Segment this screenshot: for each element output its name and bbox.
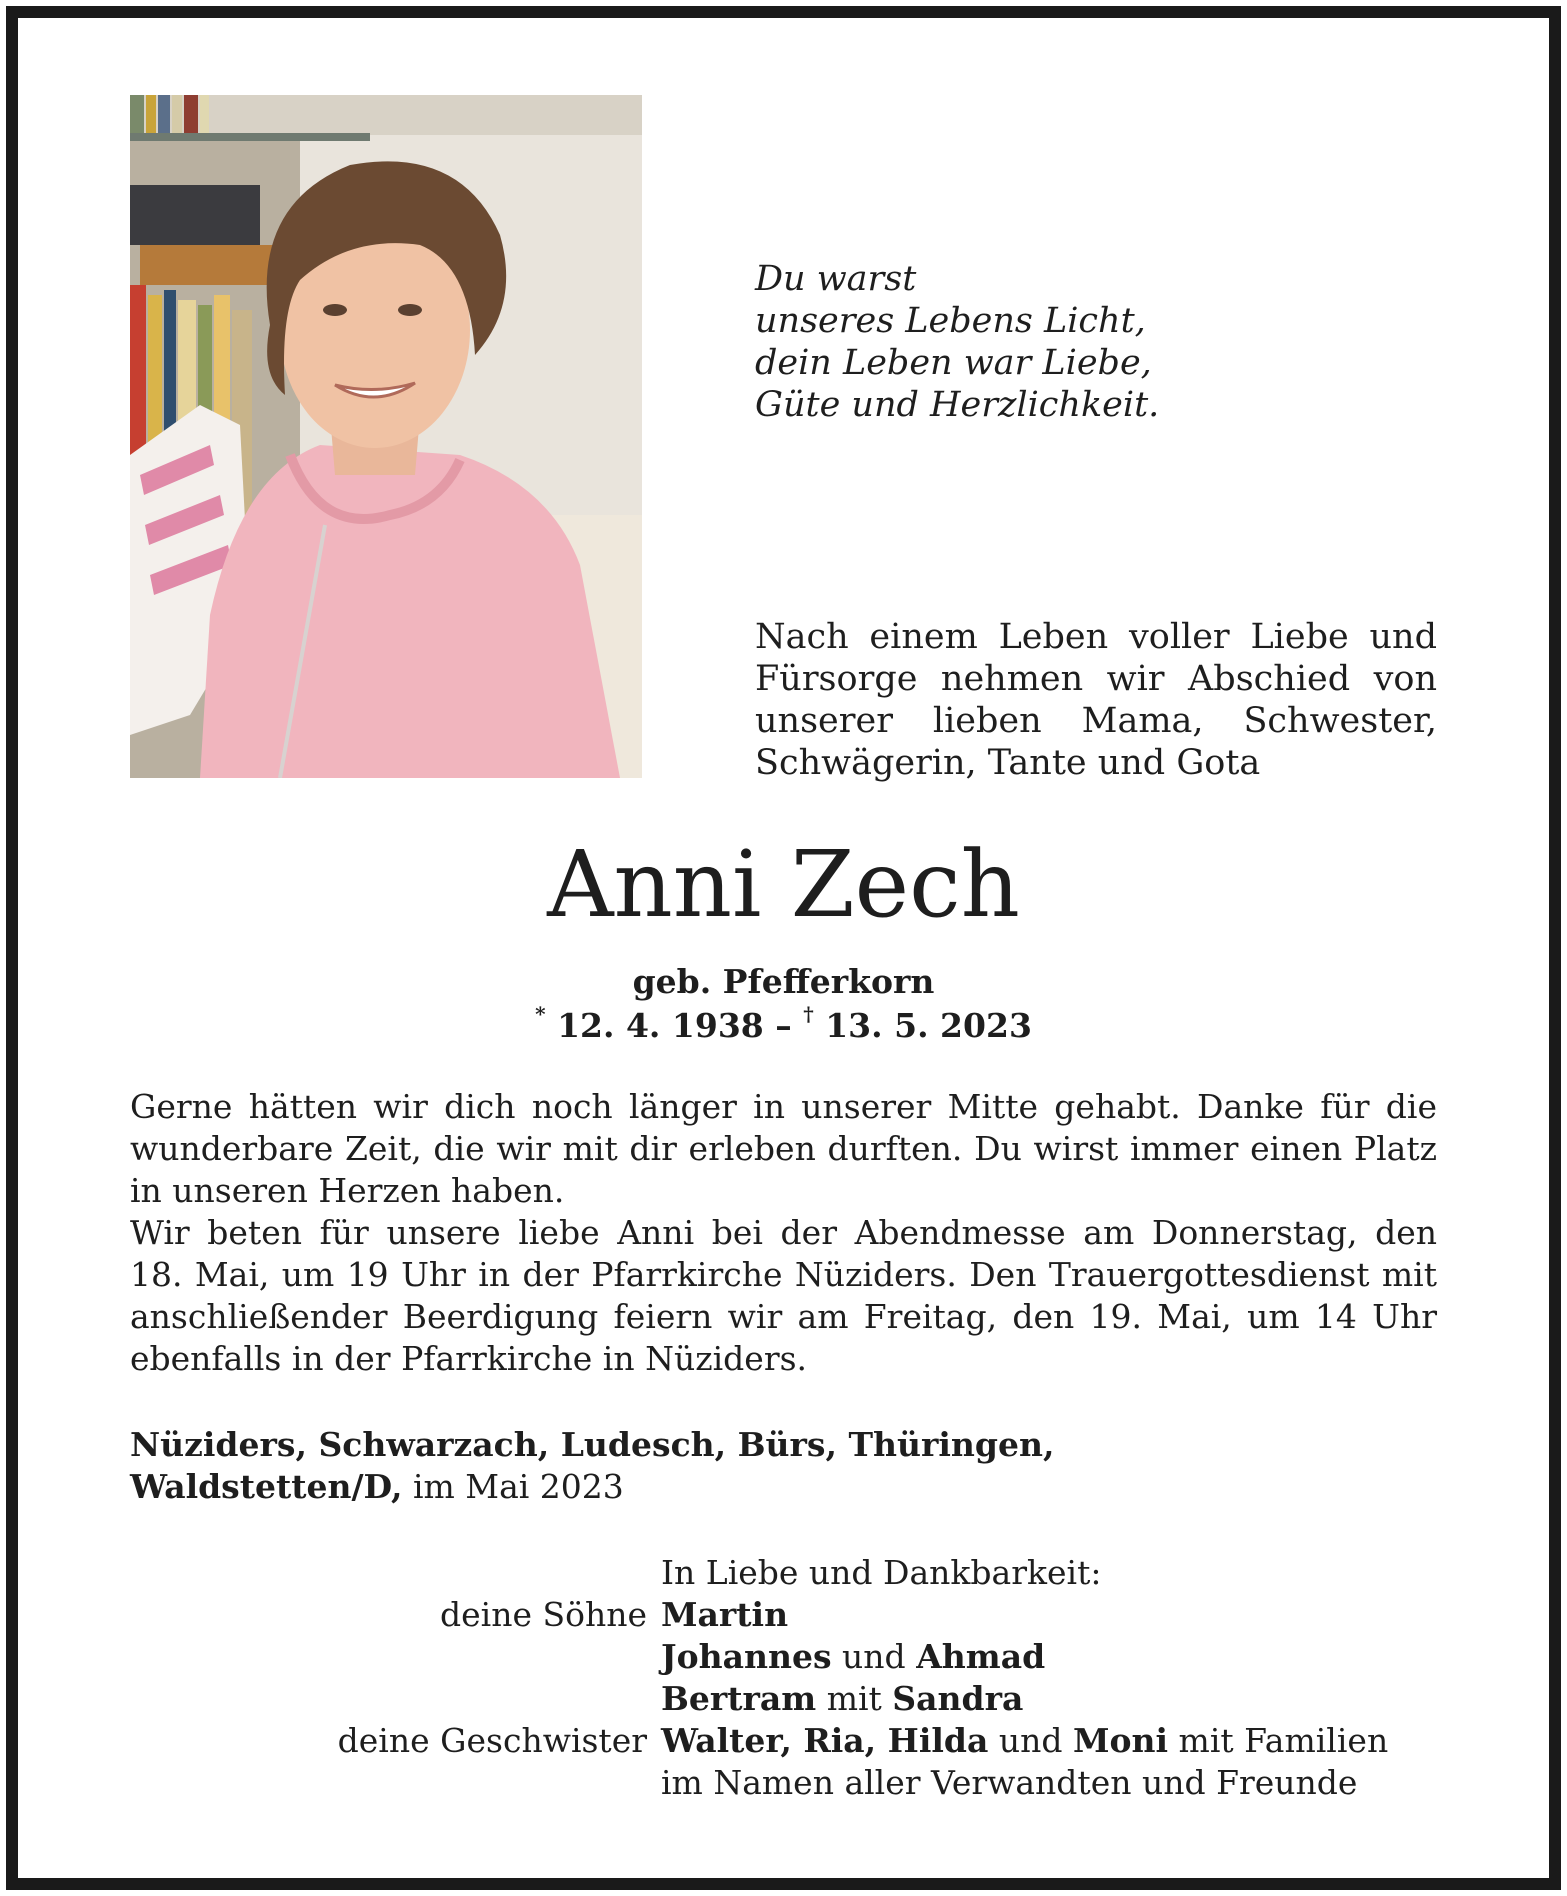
son-name: Bertram [661, 1679, 817, 1718]
body-line: ebenfalls in der Pfarrkirche in Nüziders. [130, 1339, 808, 1378]
siblings-label: deine Geschwister [337, 1721, 647, 1760]
join-text: und [831, 1637, 917, 1676]
places-last: Waldstetten/D, [130, 1467, 403, 1506]
relatives-line: im Namen aller Verwandten und Freunde [661, 1763, 1358, 1802]
deceased-name: Anni Zech [547, 831, 1020, 938]
motto-quote [755, 258, 1159, 426]
intro-paragraph [755, 616, 1437, 784]
body-line: anschließender Beerdigung feiern wir am Freitag, den 19. Mai, um 14 Uhr [130, 1297, 1437, 1336]
partner-name: Sandra [892, 1679, 1024, 1718]
body-line: Wir beten für unsere liebe Anni bei der Abendmesse am Donnerstag, den [130, 1213, 1437, 1252]
intro-line: unserer lieben Mama, Schwester, [755, 701, 1437, 741]
closing-heading: In Liebe und Dankbarkeit: [661, 1553, 1102, 1592]
places-and-date [130, 1424, 1054, 1508]
intro-line: Schwägerin, Tante und Gota [755, 743, 1261, 783]
notice-date: im Mai 2023 [402, 1467, 624, 1506]
death-date: 13. 5. 2023 [825, 1006, 1032, 1045]
body-paragraph [130, 1086, 1437, 1380]
motto-line: dein Leben war Liebe, [755, 343, 1152, 383]
sibling-name: Moni [1072, 1721, 1169, 1760]
families-text: mit Familien [1168, 1721, 1389, 1760]
sons-label: deine Söhne [440, 1595, 647, 1634]
intro-line: Fürsorge nehmen wir Abschied von [755, 659, 1437, 699]
body-line: Gerne hätten wir dich noch länger in unserer Mitte gehabt. Danke für die [130, 1087, 1437, 1126]
life-dates [0, 1004, 1567, 1048]
join-text: und [988, 1721, 1073, 1760]
maiden-name: geb. Pfefferkorn [632, 962, 935, 1001]
portrait-photo [130, 95, 642, 778]
birth-symbol: * [535, 1002, 546, 1026]
intro-line: Nach einem Leben voller Liebe und [755, 617, 1437, 657]
body-line: wunderbare Zeit, die wir mit dir erleben durften. Du wirst immer einen Platz [130, 1129, 1437, 1168]
son-name: Martin [661, 1595, 789, 1634]
body-line: 18. Mai, um 19 Uhr in der Pfarrkirche Nüziders. Den Trauergottesdienst mit [130, 1255, 1437, 1294]
motto-line: Güte und Herzlichkeit. [755, 385, 1160, 425]
motto-line: unseres Lebens Licht, [755, 301, 1146, 341]
son-name: Johannes [661, 1637, 832, 1676]
mourners-section [0, 1552, 1567, 1804]
places-line: Nüziders, Schwarzach, Ludesch, Bürs, Thüringen, [130, 1425, 1055, 1464]
body-line: in unseren Herzen haben. [130, 1171, 565, 1210]
partner-name: Ahmad [916, 1637, 1046, 1676]
join-text: mit [816, 1679, 893, 1718]
sibling-names: Walter, Ria, Hilda [661, 1721, 989, 1760]
birth-date: 12. 4. 1938 [557, 1006, 764, 1045]
date-separator: – [775, 1006, 792, 1045]
death-symbol: † [803, 1002, 814, 1026]
motto-line: Du warst [755, 259, 917, 299]
